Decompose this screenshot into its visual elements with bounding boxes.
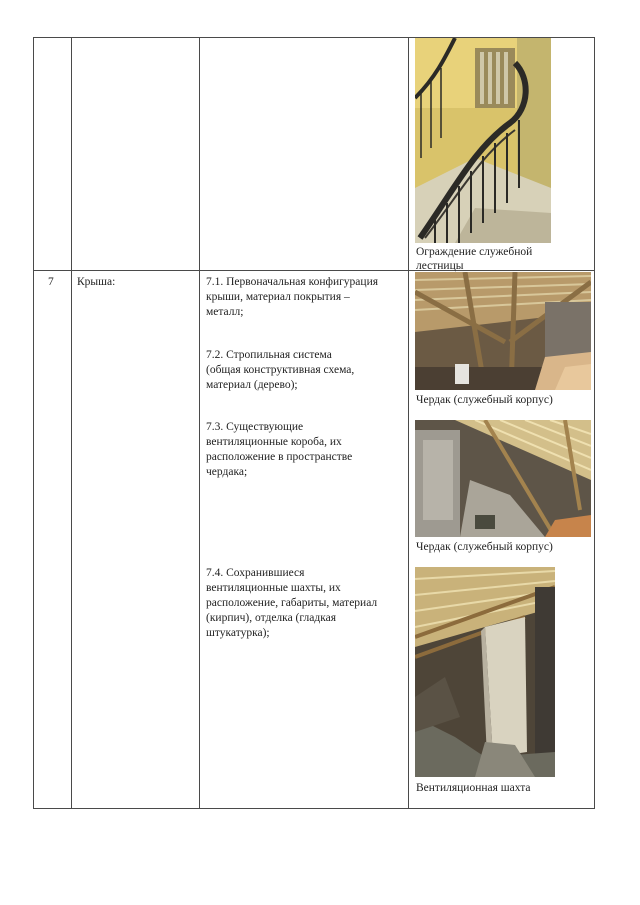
subject-item-7-3: 7.3. Существующие вентиляционные короба, их расположение в пространстве чердака; <box>206 421 353 478</box>
table-right-border <box>594 37 595 809</box>
table-left-border <box>33 37 34 809</box>
ventilation-shaft-caption: Вентиляционная шахта <box>416 782 531 794</box>
subject-item-7-1: 7.1. Первоначальная конфигурация крыши, материал покрытия – металл; <box>206 276 379 318</box>
ventilation-shaft-photo <box>415 567 555 777</box>
subject-item-7-4: 7.4. Сохранившиеся вентиляционные шахты, их расположение, габариты, материал (кирпич), отделка (гладкая штукатурка); <box>206 567 378 639</box>
staircase-photo-caption: Ограждение служебной лестницы <box>416 246 533 272</box>
staircase-railing-photo <box>415 38 551 243</box>
column-divider <box>199 37 200 809</box>
attic-ducts-photo <box>415 420 591 537</box>
attic-rafters-caption: Чердак (служебный корпус) <box>416 394 553 406</box>
table-bottom-border <box>33 808 595 809</box>
structural-element-name: Крыша: <box>77 276 116 288</box>
attic-rafters-photo <box>415 272 591 390</box>
column-divider <box>71 37 72 809</box>
attic-ducts-caption: Чердак (служебный корпус) <box>416 541 553 553</box>
subject-item-7-2: 7.2. Стропильная система (общая конструктивная схема, материал (дерево); <box>206 349 355 391</box>
column-divider <box>408 37 409 809</box>
row-number: 7 <box>48 276 54 288</box>
